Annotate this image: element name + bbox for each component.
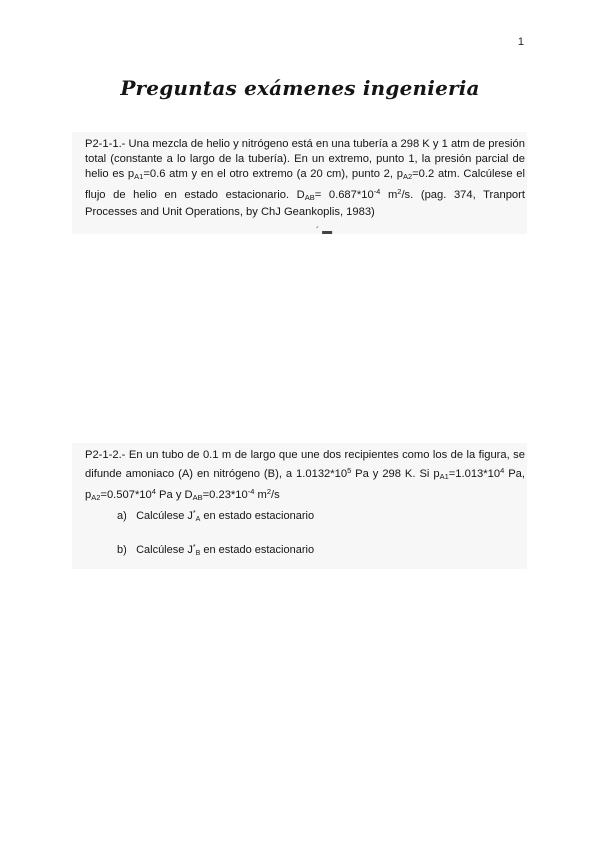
superscript: -4: [247, 487, 255, 496]
problem-2-text-part: /s: [271, 489, 280, 501]
problem-2-text-part: m: [254, 489, 267, 501]
problem-1-code: P2-1-1.-: [85, 138, 126, 150]
problem-1-block: [72, 132, 527, 234]
superscript: 4: [151, 487, 156, 496]
subscript: AB: [304, 193, 315, 202]
subquestion-a: [117, 507, 314, 527]
subquestion-label: b): [117, 544, 127, 556]
problem-2-text-part: Pa, p: [85, 468, 525, 501]
subscript: A1: [439, 472, 449, 481]
subquestion-text: en estado estacionario: [200, 544, 315, 556]
subquestion-text: Calcúlese J: [136, 544, 193, 556]
superscript: 2: [397, 187, 402, 196]
problem-1-text-part: =0.6 atm y en el otro extremo (a 20 cm), punto 2, p: [143, 168, 403, 180]
superscript: -4: [373, 187, 381, 196]
problem-2-block: [72, 443, 527, 569]
document-title: Preguntas exámenes ingenieria: [120, 76, 480, 100]
subscript: A2: [402, 172, 413, 181]
subscript: A1: [134, 172, 144, 181]
subscript: AB: [192, 493, 203, 502]
subquestion-b: [117, 541, 314, 561]
subscript: B: [195, 550, 201, 557]
problem-2-text-part: Pa y 298 K. Si p: [351, 468, 440, 480]
problem-2-subquestions: [117, 507, 314, 575]
superscript: 4: [500, 466, 505, 475]
problem-2-text: [85, 448, 525, 505]
superscript: *: [192, 544, 196, 551]
subquestion-text: Calcúlese J: [136, 510, 193, 522]
subquestion-text: en estado estacionario: [200, 510, 315, 522]
problem-2-text-part: =0.507*10: [100, 489, 152, 501]
stray-mark: ´ ▬: [316, 226, 333, 237]
problem-1-text-part: =0.2 atm. Calcúlese el flujo de helio en estado estacionario. D: [85, 168, 525, 201]
problem-2-code: P2-1-2.-: [85, 449, 126, 461]
problem-1-text-part: = 0.687*10: [314, 189, 374, 201]
superscript: 2: [266, 487, 272, 496]
problem-1-text-part: /s. (pag. 374, Tranport Processes and Unit Operations, by ChJ Geankoplis, 1983): [85, 189, 525, 218]
superscript: *: [192, 510, 196, 517]
page-number: 1: [517, 36, 524, 48]
subquestion-label: a): [117, 510, 127, 522]
problem-1-text: [85, 137, 525, 220]
problem-2-text-part: Pa y D: [155, 489, 193, 501]
problem-2-text-part: =0.23*10: [202, 489, 248, 501]
subscript: A: [195, 516, 201, 523]
problem-1-text-part: Una mezcla de helio y nitrógeno está en una tubería a 298 K y 1 atm de presión total (constante a lo largo de la tubería). En un extremo, punto 1, la presión parcial de helio es p: [85, 138, 525, 180]
problem-1-text-part: m: [380, 189, 398, 201]
problem-2-text-part: En un tubo de 0.1 m de largo que une dos recipientes como los de la figura, se difunde amoniaco (A) en nitrógeno (B), a 1.0132*10: [85, 449, 525, 480]
superscript: 5: [347, 466, 352, 475]
subscript: A2: [91, 493, 101, 502]
problem-2-text-part: =1.013*10: [448, 468, 501, 480]
